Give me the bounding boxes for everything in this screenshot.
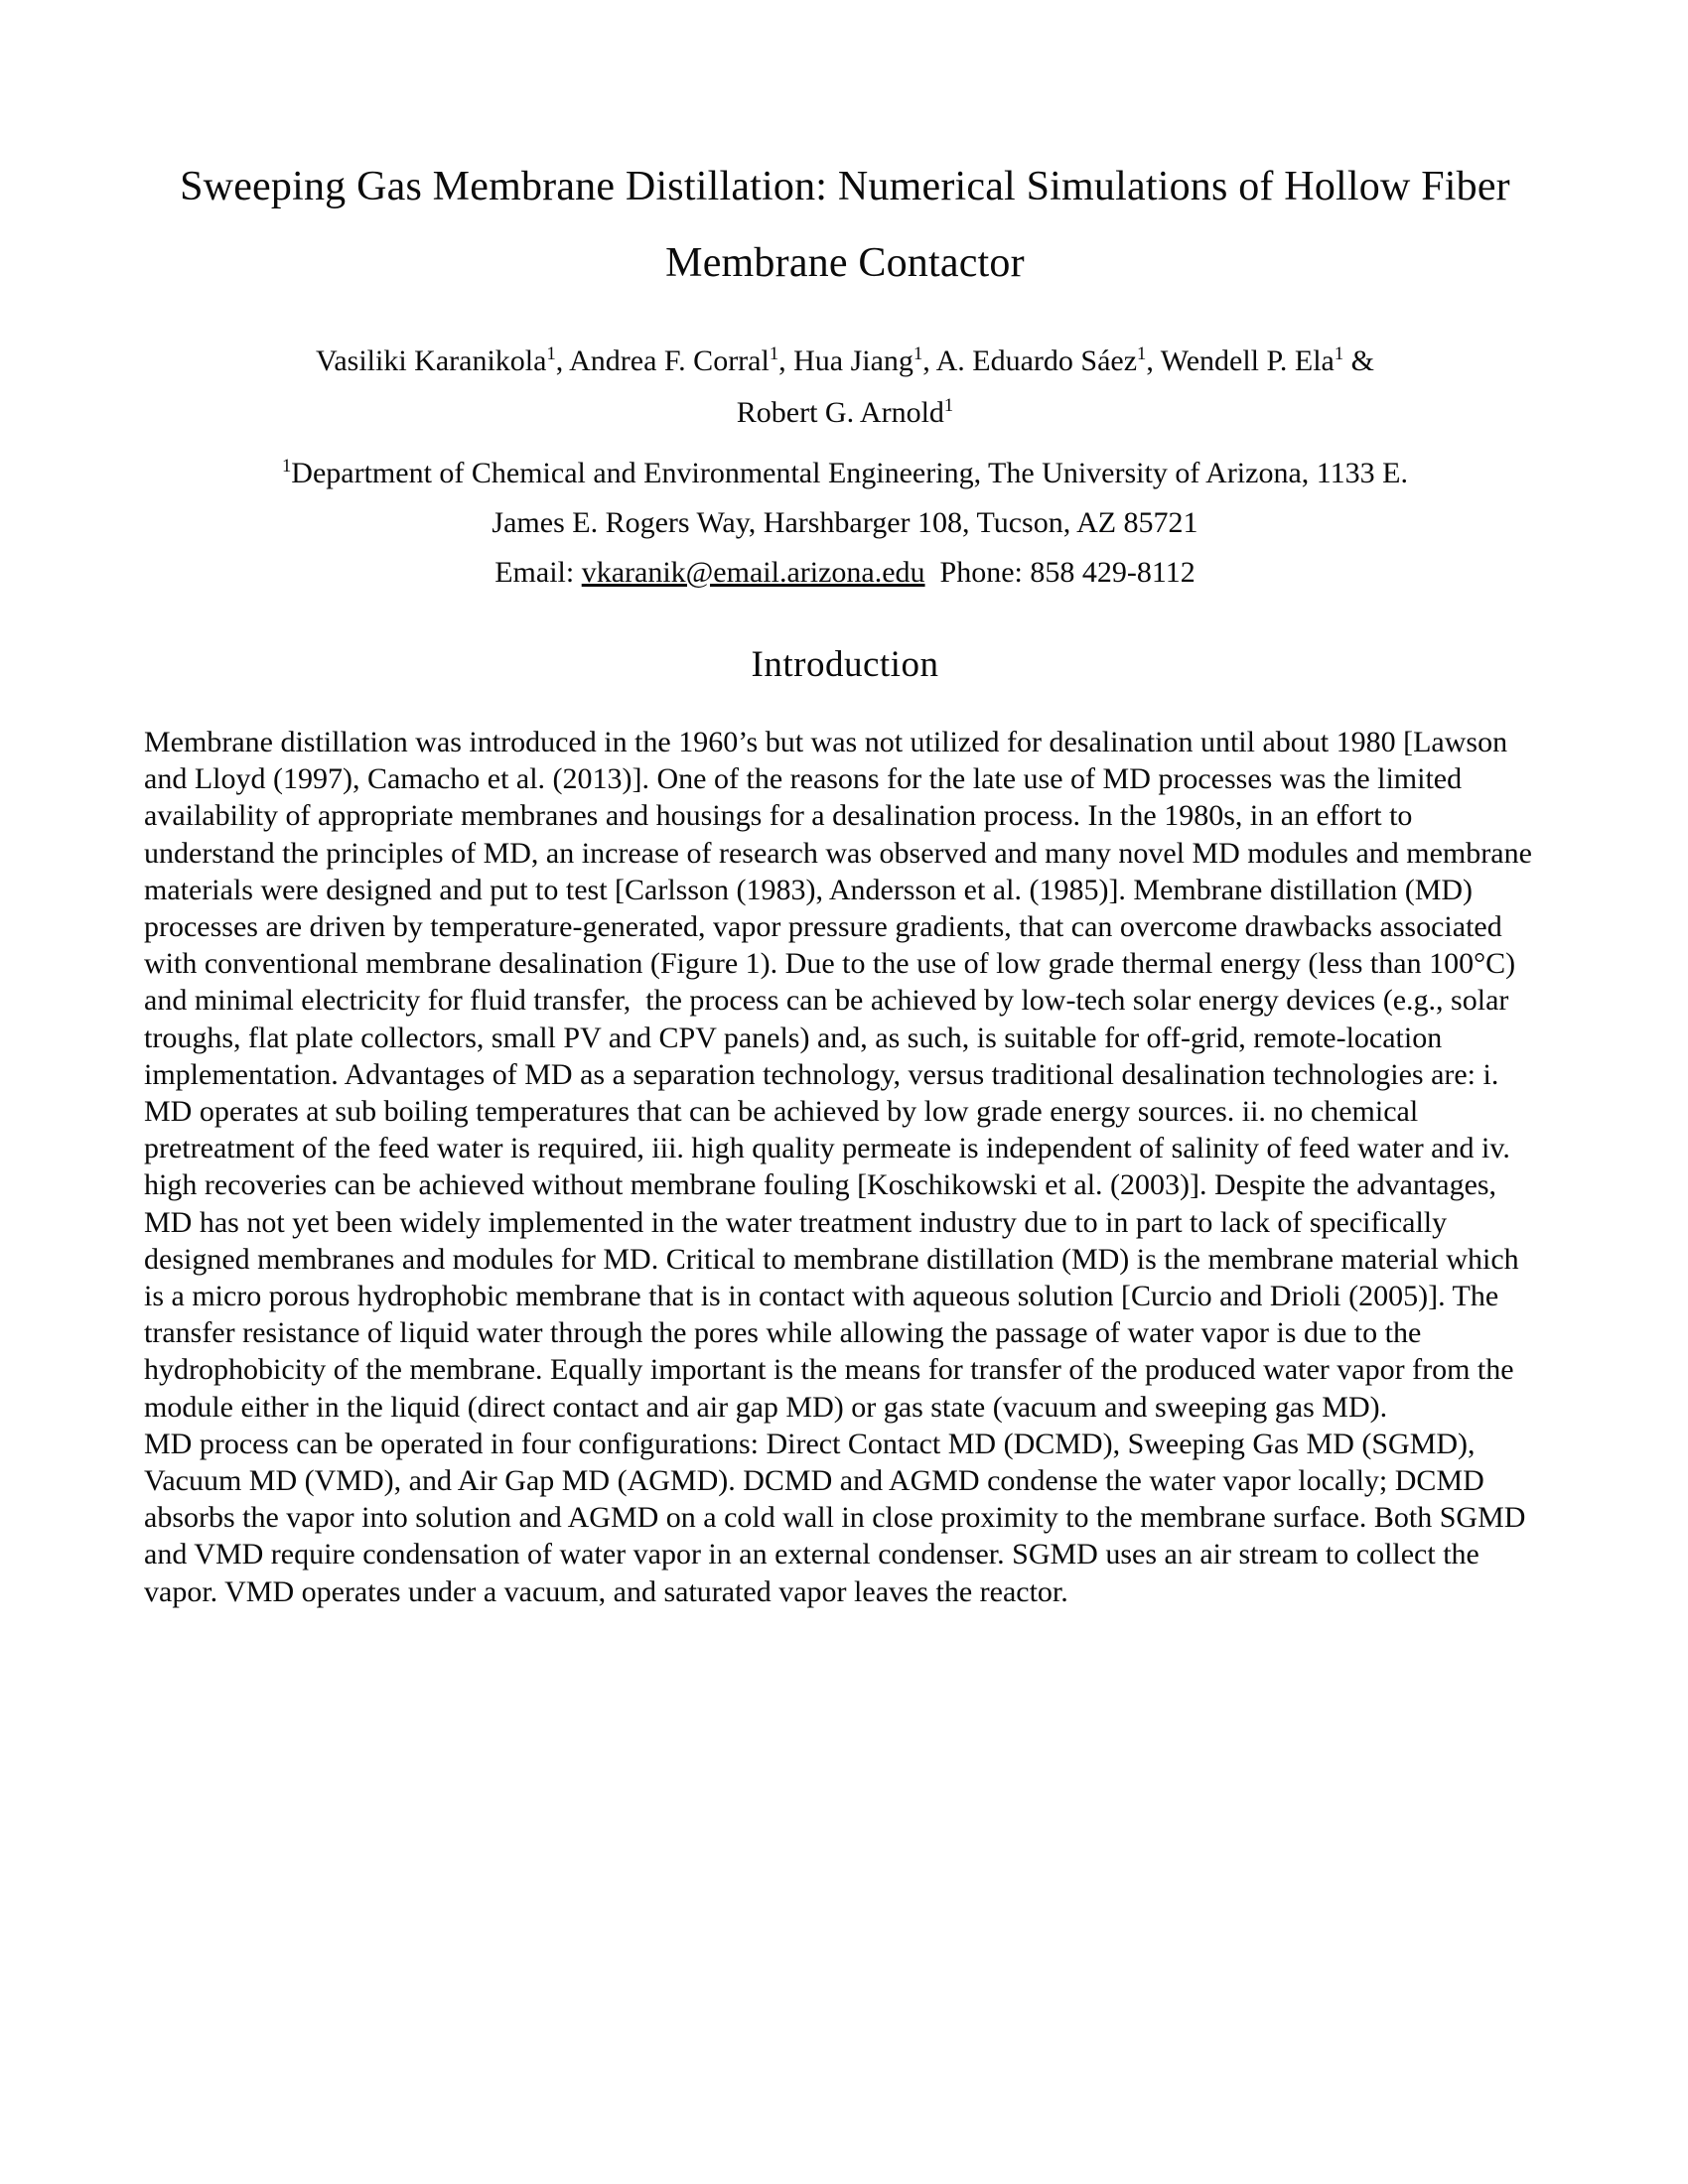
author-superscript: 1 <box>1334 343 1344 364</box>
phone-number: 858 429-8112 <box>1030 556 1196 589</box>
contact-line <box>144 548 1546 598</box>
introduction-body <box>144 724 1546 1610</box>
phone-label: Phone: <box>924 556 1031 589</box>
paper-title <box>144 149 1546 302</box>
author-line-1 <box>144 336 1546 387</box>
paper-title-line1: Sweeping Gas Membrane Distillation: Numerical Simulations of Hollow Fiber <box>180 164 1510 209</box>
affiliation-line-2: James E. Rogers Way, Harshbarger 108, Tucson, AZ 85721 <box>492 506 1198 539</box>
author-name: Andrea F. Corral <box>569 344 770 377</box>
author-superscript: 1 <box>943 395 954 416</box>
author-superscript: 1 <box>546 343 556 364</box>
author-separator: & <box>1343 344 1374 377</box>
email-label: Email: <box>494 556 582 589</box>
email-link[interactable]: vkaranik@email.arizona.edu <box>581 556 925 589</box>
paragraph-2: MD process can be operated in four configurations: Direct Contact MD (DCMD), Sweeping Gas MD (SGMD), Vacuum MD (VMD), and Air Gap MD (AGMD). DCMD and AGMD condense the water vapor locally; DCMD absorbs the vapor into solution and AGMD on a cold wall in close proximity to the membrane surface. Both SGMD and VMD require condensation of water vapor in an external condenser. SGMD uses an air stream to collect the vapor. VMD operates under a vacuum, and saturated vapor leaves the reactor. <box>144 1427 1533 1608</box>
section-heading-introduction: Introduction <box>751 644 939 685</box>
author-separator: , <box>1146 344 1161 377</box>
author-name: Hua Jiang <box>793 344 914 377</box>
author-name: Vasiliki Karanikola <box>316 344 547 377</box>
author-name: Wendell P. Ela <box>1160 344 1335 377</box>
paragraph-1: Membrane distillation was introduced in the 1960’s but was not utilized for desalination until about 1980 [Lawson and Lloyd (1997), Camacho et al. (2013)]. One of the reasons for the late use of MD processes was the limited availability of appropriate membranes and housings for a desalination process. In the 1980s, in an effort to understand the principles of MD, an increase of research was observed and many novel MD modules and membrane materials were designed and put to test [Carlsson (1983), Andersson et al. (1985)]. Membrane distillation (MD) processes are driven by temperature-generated, vapor pressure gradients, that can overcome drawbacks associated with conventional membrane desalination (Figure 1). Due to the use of low grade thermal energy (less than 100°C) and minimal electricity for fluid transfer, the process can be achieved by low-tech solar energy devices (e.g., solar troughs, flat plate collectors, small PV and CPV panels) and, as such, is suitable for off-grid, remote-location implementation. Advantages of MD as a separation technology, versus traditional desalination technologies are: i. MD operates at sub boiling temperatures that can be achieved by low grade energy sources. ii. no chemical pretreatment of the feed water is required, iii. high quality permeate is independent of salinity of feed water and iv. high recoveries can be achieved without membrane fouling [Koschikowski et al. (2003)]. Despite the advantages, MD has not yet been widely implemented in the water treatment industry due to in part to lack of specifically designed membranes and modules for MD. Critical to membrane distillation (MD) is the membrane material which is a micro porous hydrophobic membrane that is in contact with aqueous solution [Curcio and Drioli (2005)]. The transfer resistance of liquid water through the pores while allowing the passage of water vapor is due to the hydrophobicity of the membrane. Equally important is the means for transfer of the produced water vapor from the module either in the liquid (direct contact and air gap MD) or gas state (vacuum and sweeping gas MD). <box>144 726 1540 1424</box>
affiliation-text: Department of Chemical and Environmental Engineering, The University of Arizona, 1133 E. <box>291 457 1408 489</box>
author-name: Robert G. Arnold <box>736 396 944 429</box>
author-list <box>144 336 1546 439</box>
paper-title-line2: Membrane Contactor <box>665 240 1025 286</box>
author-superscript: 1 <box>913 343 923 364</box>
author-separator: , <box>922 344 936 377</box>
affiliation-line-1 <box>144 449 1546 498</box>
author-superscript: 1 <box>769 343 779 364</box>
author-line-2 <box>144 387 1546 439</box>
author-separator: , <box>555 344 570 377</box>
author-superscript: 1 <box>1137 343 1147 364</box>
affiliation-block <box>144 449 1546 598</box>
author-name: A. Eduardo Sáez <box>935 344 1138 377</box>
author-separator: , <box>778 344 794 377</box>
affiliation-superscript: 1 <box>282 456 292 477</box>
